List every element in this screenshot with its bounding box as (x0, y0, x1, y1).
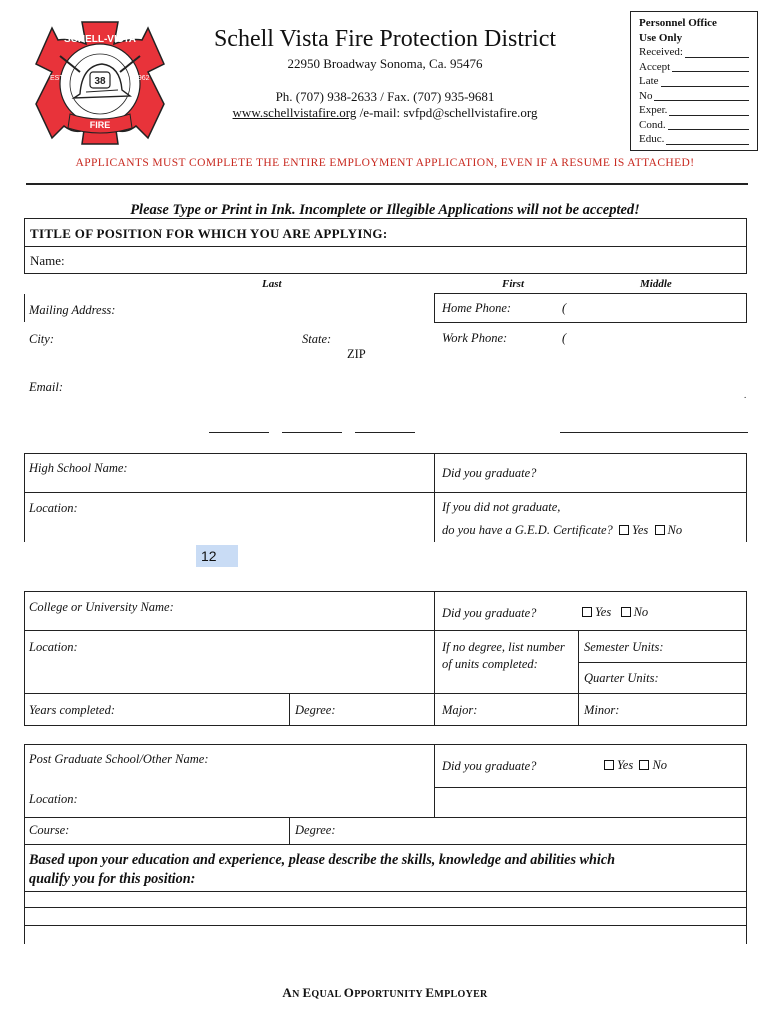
form-field-12[interactable]: 12 (196, 545, 238, 567)
college-name-label: College or University Name: (29, 600, 174, 614)
ged-no-checkbox[interactable] (655, 525, 665, 535)
office-field-blank[interactable] (668, 129, 749, 130)
office-field-blank[interactable] (669, 115, 749, 116)
office-field-row (639, 60, 749, 75)
work-phone-label: Work Phone: (442, 331, 508, 345)
office-field-blank[interactable] (661, 86, 749, 87)
city-label: City: (29, 332, 54, 346)
org-name: Schell Vista Fire Protection District (213, 26, 557, 52)
office-field-row (639, 103, 749, 118)
college-location-label: Location: (29, 640, 78, 654)
blank-segment-2[interactable] (282, 432, 342, 433)
ged-yes-checkbox[interactable] (619, 525, 629, 535)
college-degree-label: Degree: (295, 703, 336, 717)
skills-answer-line-3[interactable] (24, 925, 747, 926)
high-school-name-label: High School Name: (29, 461, 128, 475)
college-no-checkbox[interactable] (621, 607, 631, 617)
blank-segment-4[interactable] (560, 432, 748, 433)
hs-not-graduate-label: If you did not graduate, (442, 500, 561, 514)
office-field-blank[interactable] (672, 71, 749, 72)
home-phone-paren: ( (562, 301, 567, 315)
no-degree-label-1: If no degree, list number (442, 640, 565, 654)
office-field-label: Educ. (639, 133, 665, 145)
office-box-title-2: Use Only (639, 31, 683, 44)
org-phone-fax: Ph. (707) 938-2633 / Fax. (707) 935-9681 (275, 89, 495, 104)
college-did-graduate-label: Did you graduate? (442, 606, 537, 620)
org-address: 22950 Broadway Sonoma, Ca. 95476 (287, 56, 483, 71)
office-field-blank[interactable] (654, 100, 749, 101)
email-label: Email: (29, 380, 64, 394)
office-field-row (639, 45, 749, 60)
blank-segment-3[interactable] (355, 432, 415, 433)
skills-answer-line-2[interactable] (24, 907, 747, 908)
post-grad-yes-checkbox[interactable] (604, 760, 614, 770)
minor-label: Minor: (584, 703, 620, 717)
office-field-blank[interactable] (685, 57, 749, 58)
logo-est-text: EST (50, 75, 64, 82)
office-field-label: Received: (639, 46, 683, 58)
work-phone-paren: ( (562, 331, 567, 345)
quarter-units-label: Quarter Units: (584, 671, 659, 685)
email-dot: . (744, 390, 747, 400)
skills-prompt-2: qualify you for this position: (29, 871, 196, 887)
logo-number-text: 38 (94, 76, 106, 87)
last-name-caption: Last (262, 278, 282, 290)
years-completed-label: Years completed: (29, 703, 115, 717)
name-label: Name: (30, 253, 65, 268)
ged-question: do you have a G.E.D. Certificate? Yes No (442, 523, 683, 537)
email-separator: /e-mail: (356, 105, 404, 120)
college-yes-checkbox[interactable] (582, 607, 592, 617)
district-logo (30, 18, 170, 148)
post-grad-location-label: Location: (29, 792, 78, 806)
mailing-address-label: Mailing Address: (29, 303, 116, 317)
email-address: svfpd@schellvistafire.org (403, 105, 538, 120)
office-field-blank[interactable] (666, 144, 749, 145)
office-field-label: Accept (639, 60, 671, 73)
post-grad-no-checkbox[interactable] (639, 760, 649, 770)
office-field-row (639, 74, 749, 89)
office-field-row (639, 89, 749, 104)
office-field-label: No (639, 89, 653, 102)
post-grad-did-graduate-label: Did you graduate? (442, 759, 537, 773)
semester-units-label: Semester Units: (584, 640, 664, 654)
equal-opportunity-footer: AN EQUAL OPPORTUNITY EMPLOYER (282, 985, 488, 1000)
major-label: Major: (442, 703, 478, 717)
first-name-caption: First (502, 278, 525, 290)
website-link[interactable]: www.schellvistafire.org (232, 105, 357, 120)
office-box-title-1: Personnel Office (639, 17, 717, 29)
blank-segment-1[interactable] (209, 432, 269, 433)
middle-name-caption: Middle (640, 278, 672, 290)
office-field-row (639, 132, 749, 147)
position-title-label: TITLE OF POSITION FOR WHICH YOU ARE APPLYING: (30, 226, 388, 241)
logo-year-text: 1962 (134, 75, 150, 82)
skills-prompt-1: Based upon your education and experience, please describe the skills, knowledge and abilities which (29, 852, 616, 868)
state-label: State: (302, 332, 332, 346)
personnel-office-box (630, 11, 758, 151)
course-label: Course: (29, 823, 70, 837)
application-notice: APPLICANTS MUST COMPLETE THE ENTIRE EMPLOYMENT APPLICATION, EVEN IF A RESUME IS ATTACHED! (75, 157, 695, 169)
no-degree-label-2: of units completed: (442, 657, 538, 671)
post-grad-graduate-options: Yes No (604, 758, 667, 773)
zip-label: ZIP (347, 347, 366, 361)
hs-did-graduate-label: Did you graduate? (442, 466, 537, 480)
header-divider (26, 183, 748, 185)
office-field-label: Cond. (639, 118, 666, 131)
logo-top-text: SCHELL-VISTA (63, 34, 137, 45)
post-grad-degree-label: Degree: (295, 823, 336, 837)
hs-location-label: Location: (29, 501, 78, 515)
ink-instruction: Please Type or Print in Ink. Incomplete or Illegible Applications will not be accepted! (130, 202, 640, 218)
office-field-row (639, 118, 749, 133)
office-field-label: Late (639, 75, 659, 87)
college-graduate-options: Yes No (582, 605, 648, 620)
office-field-label: Exper. (639, 104, 668, 116)
home-phone-label: Home Phone: (442, 301, 512, 315)
org-contact-line (185, 105, 585, 121)
logo-bottom-text: FIRE (89, 120, 111, 130)
skills-answer-line-1[interactable] (24, 891, 747, 892)
post-grad-name-label: Post Graduate School/Other Name: (29, 752, 209, 766)
